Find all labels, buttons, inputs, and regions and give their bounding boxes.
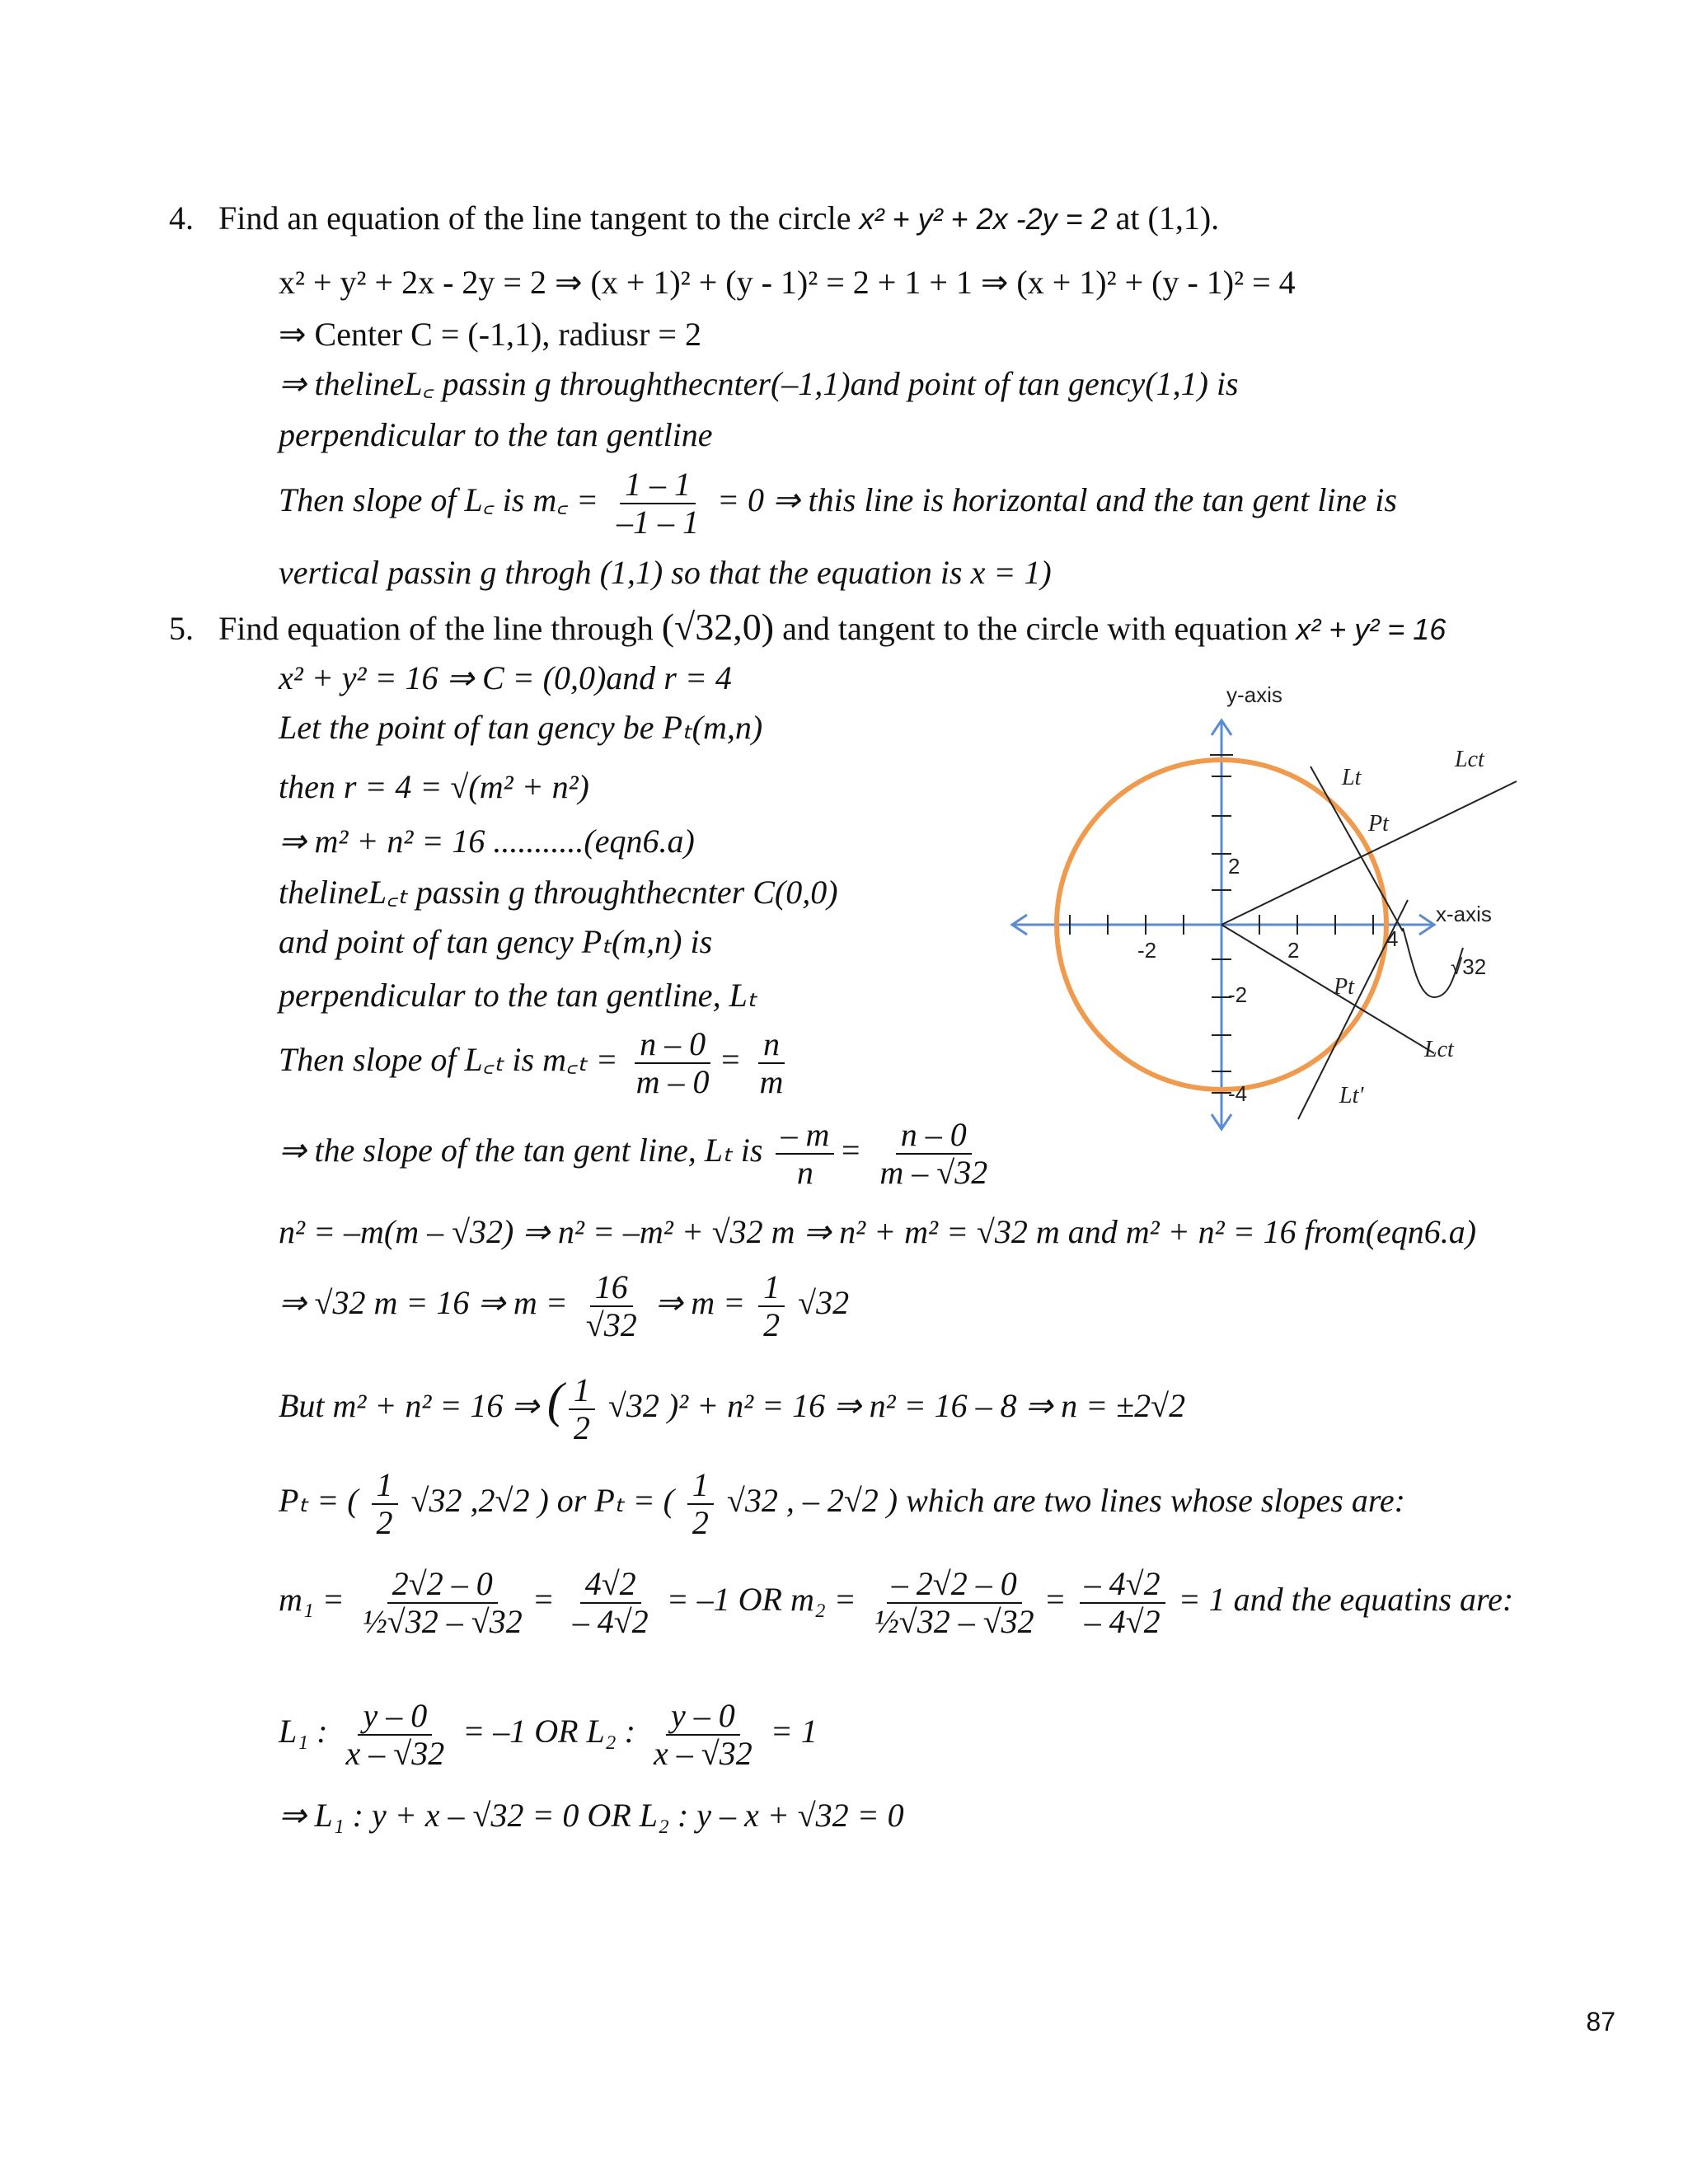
x-label-4: 4 — [1386, 926, 1399, 951]
q5-circle-eq: x² + y² = 16 — [1296, 612, 1447, 646]
q5-heading — [169, 608, 1446, 649]
tangent-figure — [1006, 684, 1533, 1146]
q5-pt-mid: √32 ,2√2 ) or Pₜ = ( — [410, 1482, 674, 1520]
q5-but-prefix: But m² + n² = 16 ⇒ — [279, 1387, 539, 1425]
q5-but-half-den: 2 — [573, 1409, 590, 1446]
q4-line-3: ⇒ thelineL꜀ passin g throughthecnter(–1,1)and point of tan gency(1,1) is — [279, 365, 1239, 402]
y-axis-label: y-axis — [1226, 684, 1282, 707]
q5-slope-t-line: ⇒ the slope of the tan gent line, Lₜ is $\frac{- m}{n}$ = $\frac{n - 0}{m - √32}$ — [279, 1117, 997, 1191]
q5-m-mid: ⇒ m = — [654, 1284, 746, 1322]
q5-number: 5. — [169, 610, 194, 647]
q4-line-1: x² + y² + 2x - 2y = 2 ⇒ (x + 1)² + (y - 1)² = 2 + 1 + 1 ⇒ (x + 1)² + (y - 1)² = 4 — [279, 264, 1296, 301]
q5-m1-prefix: m₁ = — [279, 1581, 345, 1619]
q5-m-den2: 2 — [763, 1306, 781, 1343]
q5-line-1: x² + y² = 16 ⇒ C = (0,0)and r = 4 — [279, 659, 732, 696]
q4-circle-eq: x² + y² + 2x -2y = 2 — [859, 202, 1108, 236]
q5-l-mid: = –1 OR L₂ : — [462, 1713, 635, 1750]
q4-slope-fraction — [612, 466, 704, 541]
q5-m-suffix: √32 — [798, 1284, 850, 1322]
q5-prompt-b: and tangent to the circle with equation — [782, 610, 1288, 647]
q5-slope-ct-den1: m – 0 — [635, 1063, 710, 1100]
q5-slope-ct-den2: m — [759, 1063, 784, 1100]
radius-line-lower — [1221, 925, 1434, 1053]
y-label-neg4: -4 — [1228, 1081, 1248, 1106]
q5-m1-den2: – 4√2 — [572, 1603, 649, 1640]
q5-l2-num: y – 0 — [666, 1698, 740, 1736]
q5-l2-frac — [649, 1698, 757, 1772]
q4-at-point: at (1,1). — [1115, 199, 1220, 237]
q5-m2-num: – 2√2 – 0 — [887, 1566, 1022, 1604]
q4-heading — [169, 199, 1219, 238]
q5-m2-frac1 — [870, 1566, 1039, 1640]
tangent-line-upper — [1311, 766, 1403, 931]
q5-m-num2: 1 — [758, 1269, 785, 1307]
q5-final-line: ⇒ L₁ : y + x – √32 = 0 OR L₂ : y – x + √32 = 0 — [279, 1797, 904, 1834]
q5-slope-t-prefix: ⇒ the slope of the tan gent line, Lₜ is — [279, 1132, 763, 1169]
q5-m2-num2: – 4√2 — [1080, 1566, 1165, 1604]
q5-l1-prefix: L₁ : — [279, 1713, 328, 1750]
q5-pt-half2-num: 1 — [687, 1467, 714, 1505]
q4-slope-num: 1 – 1 — [620, 466, 696, 504]
q5-prompt-a: Find equation of the line through — [218, 610, 654, 647]
q5-pt-suffix: √32 , – 2√2 ) which are two lines whose slopes are: — [726, 1482, 1405, 1520]
q5-pt-half2 — [687, 1467, 714, 1541]
q4-line-2: ⇒ Center C = (-1,1), radiusr = 2 — [279, 316, 701, 353]
q5-slope-ct-line: Then slope of L꜀ₜ is m꜀ₜ = $\frac{n - 0}{m - 0}$ = $\frac{n}{m}$ — [279, 1026, 793, 1100]
q5-m1-den: ½√32 – √32 — [362, 1603, 523, 1640]
q4-slope-line — [279, 466, 1397, 541]
q5-slope-ct-frac1 — [631, 1026, 715, 1100]
x-label-2: 2 — [1287, 938, 1300, 963]
q5-m1-mid: = –1 OR m₂ = — [666, 1581, 856, 1619]
q4-line-5: vertical passin g throgh (1,1) so that the equation is x = 1) — [279, 554, 1052, 591]
q5-m2-frac2 — [1080, 1566, 1165, 1640]
q5-pt-line — [279, 1467, 1405, 1541]
q5-m2-suffix: = 1 and the equatins are: — [1178, 1581, 1514, 1619]
q5-pt-half1 — [372, 1467, 398, 1541]
pt-bottom-label: Pt — [1334, 974, 1354, 1000]
lt-bottom-label: Lt' — [1339, 1083, 1364, 1108]
q5-but-line: But m² + n² = 16 ⇒ ( $\frac{1}{2}$ √32 )² + n² = 16 ⇒ n² = 16 – 8 ⇒ n = ±2√2 — [279, 1371, 1186, 1446]
q5-m1-frac2 — [568, 1566, 654, 1640]
q5-line-6: and point of tan gency Pₜ(m,n) is — [279, 923, 713, 960]
q5-slope-ct-num2: n — [758, 1026, 785, 1064]
q5-pt-half1-num: 1 — [372, 1467, 398, 1505]
q5-m-frac1 — [581, 1269, 642, 1343]
q5-m1-num: 2√2 – 0 — [387, 1566, 498, 1604]
q4-slope-prefix: Then slope of L꜀ is m꜀ = — [279, 481, 599, 519]
q5-but-half-num: 1 — [569, 1372, 595, 1410]
q5-line-7: perpendicular to the tan gentline, Lₜ — [279, 977, 757, 1014]
q5-m-num: 16 — [590, 1269, 633, 1307]
q5-line-8: n² = –m(m – √32) ⇒ n² = –m² + √32 m ⇒ n² + m² = √32 m and m² + n² = 16 from(eqn6.a) — [279, 1213, 1477, 1250]
q4-number: 4. — [169, 199, 194, 237]
q5-l1-den: x – √32 — [345, 1735, 445, 1772]
q5-point: (√32,0) — [661, 606, 775, 648]
page-number: 87 — [1586, 2007, 1615, 2036]
sqrt32-label: √32 — [1451, 954, 1487, 979]
q5-but-half — [569, 1372, 595, 1446]
q5-pt-half1-den: 2 — [376, 1504, 393, 1541]
q5-m-frac2 — [758, 1269, 785, 1343]
q5-slope-t-num1: – m — [776, 1117, 834, 1155]
q5-m-line — [279, 1269, 849, 1343]
q5-slope-t-num2: n – 0 — [896, 1117, 972, 1155]
q5-l2-den: x – √32 — [654, 1735, 753, 1772]
x-axis-label: x-axis — [1436, 902, 1492, 926]
q5-l-suffix: = 1 — [770, 1713, 818, 1750]
q4-slope-den: –1 – 1 — [617, 504, 700, 541]
q5-pt-half2-den: 2 — [692, 1504, 709, 1541]
q5-slope-t-den1: n — [796, 1154, 814, 1191]
q4-prompt: Find an equation of the line tangent to the circle — [218, 199, 851, 237]
q5-slope-t-frac2 — [874, 1117, 992, 1191]
q5-line-4: ⇒ m² + n² = 16 ...........(eqn6.a) — [279, 823, 695, 860]
q5-slope-ct-prefix: Then slope of L꜀ₜ is m꜀ₜ = — [279, 1041, 618, 1079]
q5-m1-frac1 — [358, 1566, 528, 1640]
q5-l1-num: y – 0 — [358, 1698, 432, 1736]
y-label-neg2: -2 — [1228, 982, 1248, 1007]
pt-top-label: Pt — [1368, 811, 1389, 837]
q5-m1-line: m₁ = $\frac{2√2 - 0}{\text{½√32 – √32}}$ = $\frac{4√2}{- 4√2}$ = –1 OR m₂ = $\frac{- 2√2 - 0}{\text{½√32 – √32}}$ = $\frac{- 4√2}{- 4√2}$ = 1 and the equatins are: — [279, 1565, 1514, 1640]
lt-top-label: Lt — [1342, 765, 1362, 790]
q5-line-2: Let the point of tan gency be Pₜ(m,n) — [279, 709, 763, 746]
q5-slope-ct-num1: n – 0 — [635, 1026, 710, 1064]
q5-m-prefix: ⇒ √32 m = 16 ⇒ m = — [279, 1284, 568, 1322]
lct-top-label: Lct — [1455, 747, 1484, 772]
q5-m2-den: ½√32 – √32 — [874, 1603, 1034, 1640]
q5-but-suffix: √32 )² + n² = 16 ⇒ n² = 16 – 8 ⇒ n = ±2√2 — [607, 1387, 1186, 1425]
q5-slope-t-den2: m – √32 — [879, 1154, 988, 1191]
q5-slope-ct-frac2 — [755, 1026, 789, 1100]
q4-line-4: perpendicular to the tan gentline — [279, 416, 713, 453]
x-label-neg2: -2 — [1137, 938, 1157, 963]
q5-line-5: thelineL꜀ₜ passin g throughthecnter C(0,0) — [279, 874, 838, 911]
q5-m-den: √32 — [585, 1306, 637, 1343]
q4-slope-suffix: = 0 ⇒ this line is horizontal and the tan gent line is — [717, 481, 1397, 519]
q5-pt-prefix: Pₜ = ( — [279, 1482, 359, 1520]
y-label-2: 2 — [1228, 854, 1240, 879]
q5-m2-den2: – 4√2 — [1084, 1603, 1160, 1640]
q5-slope-t-frac1 — [776, 1117, 834, 1191]
q5-l-line — [279, 1698, 818, 1772]
q5-line-3: then r = 4 = √(m² + n²) — [279, 768, 589, 805]
lct-bottom-label: Lct — [1424, 1037, 1454, 1062]
q5-m1-num2: 4√2 — [580, 1566, 641, 1604]
q5-l1-frac — [340, 1698, 449, 1772]
